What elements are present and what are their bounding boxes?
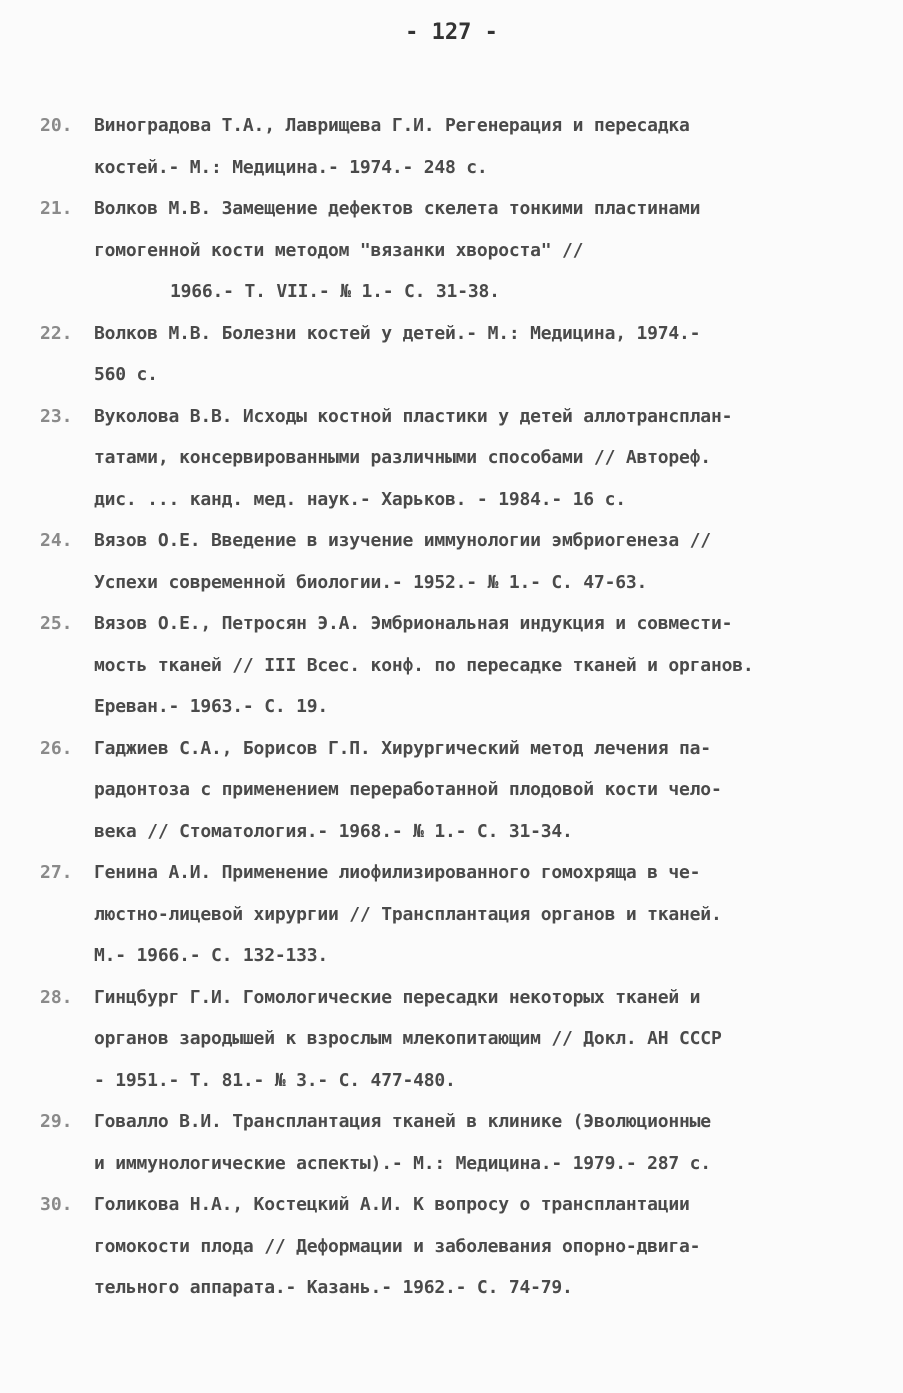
reference-line: Гаджиев С.А., Борисов Г.П. Хирургический метод лечения па- <box>94 737 711 759</box>
page-number: - 127 - <box>405 20 498 45</box>
reference-line: гомогенной кости методом "вязанки хвороста" // <box>94 239 584 261</box>
reference-number: 24. <box>40 530 73 551</box>
reference-number: 23. <box>40 405 73 427</box>
reference-entry <box>40 852 870 977</box>
reference-line: Вуколова В.В. Исходы костной пластики у детей аллотрансплан- <box>94 405 733 427</box>
reference-line: Вязов О.Е., Петросян Э.А. Эмбриональная индукция и совмести- <box>94 613 733 634</box>
reference-line: гомокости плода // Деформации и заболевания опорно-двига- <box>94 1235 701 1257</box>
reference-number: 27. <box>40 862 73 883</box>
reference-number: 20. <box>40 115 73 136</box>
reference-line: Говалло В.И. Трансплантация тканей в клинике (Эволюционные <box>94 1111 711 1132</box>
reference-entry <box>40 520 870 603</box>
reference-entry <box>40 977 870 1102</box>
reference-line: Виноградова Т.А., Лаврищева Г.И. Регенерация и пересадка <box>94 115 690 136</box>
reference-line: радонтоза с применением переработанной плодовой кости чело- <box>94 779 722 800</box>
reference-line: Ереван.- 1963.- С. 19. <box>94 696 329 717</box>
reference-line: Генина А.И. Применение лиофилизированного гомохряща в че- <box>94 862 701 883</box>
reference-line: Успехи современной биологии.- 1952.- № 1.- С. 47-63. <box>94 571 648 593</box>
reference-entry <box>40 105 870 188</box>
reference-entry <box>40 396 870 521</box>
reference-number: 21. <box>40 198 73 219</box>
reference-entry <box>40 728 870 853</box>
reference-entry <box>40 188 870 313</box>
reference-list <box>40 105 870 1309</box>
reference-line: татами, консервированными различными способами // Автореф. <box>94 447 711 468</box>
reference-number: 25. <box>40 613 73 634</box>
reference-number: 26. <box>40 737 73 759</box>
reference-line: М.- 1966.- С. 132-133. <box>94 945 329 966</box>
reference-entry <box>40 1184 870 1309</box>
reference-line: мость тканей // III Всес. конф. по пересадке тканей и органов. <box>94 654 754 676</box>
reference-line: тельного аппарата.- Казань.- 1962.- С. 74-79. <box>94 1277 573 1298</box>
reference-line: костей.- М.: Медицина.- 1974.- 248 с. <box>94 156 488 178</box>
reference-line: и иммунологические аспекты).- М.: Медицина.- 1979.- 287 с. <box>94 1152 711 1174</box>
reference-number: 29. <box>40 1111 73 1132</box>
reference-entry <box>40 1101 870 1184</box>
reference-line: века // Стоматология.- 1968.- № 1.- С. 31-34. <box>94 820 573 842</box>
reference-line: люстно-лицевой хирургии // Трансплантация органов и тканей. <box>94 903 722 925</box>
reference-line: Вязов О.Е. Введение в изучение иммунологии эмбриогенеза // <box>94 530 711 551</box>
reference-entry <box>40 603 870 728</box>
reference-line: Волков М.В. Болезни костей у детей.- М.: Медицина, 1974.- <box>94 322 701 344</box>
reference-line: 560 с. <box>94 364 158 385</box>
reference-line: Голикова Н.А., Костецкий А.И. К вопросу о трансплантации <box>94 1194 690 1215</box>
reference-entry <box>40 313 870 396</box>
reference-line: Волков М.В. Замещение дефектов скелета тонкими пластинами <box>94 198 701 219</box>
reference-number: 30. <box>40 1194 73 1215</box>
reference-line: 1966.- Т. VII.- № 1.- С. 31-38. <box>170 281 500 302</box>
reference-line: Гинцбург Г.И. Гомологические пересадки некоторых тканей и <box>94 986 701 1008</box>
reference-number: 22. <box>40 322 73 344</box>
reference-line: дис. ... канд. мед. наук.- Харьков. - 1984.- 16 с. <box>94 488 626 510</box>
reference-line: органов зародышей к взрослым млекопитающим // Докл. АН СССР <box>94 1028 722 1049</box>
reference-line: - 1951.- Т. 81.- № 3.- С. 477-480. <box>94 1069 456 1091</box>
reference-number: 28. <box>40 986 73 1008</box>
